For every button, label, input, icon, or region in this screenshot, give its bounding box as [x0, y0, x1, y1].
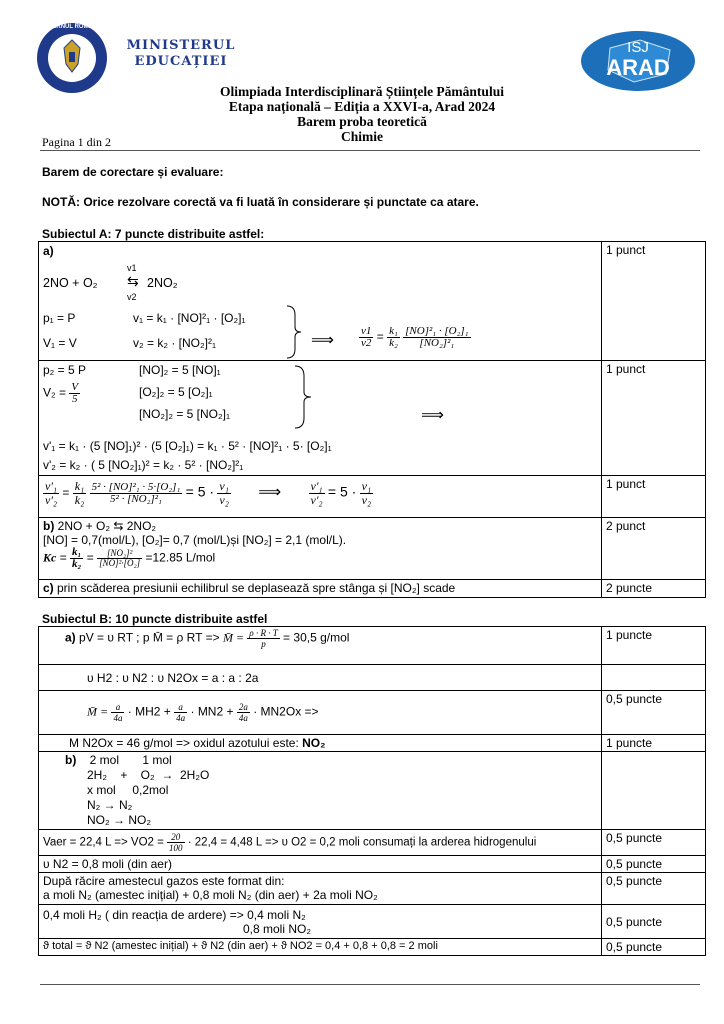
oxide-answer: NO₂: [302, 736, 326, 750]
points: [602, 752, 706, 830]
mbar: M̄ =: [222, 630, 245, 645]
item-label: c): [43, 581, 54, 595]
equilibrium-arrows-icon: ⇆: [127, 273, 139, 289]
air-volume: Vaer = 22,4 L => VO2 = $\frac{20}{100}$ · 22,4 = 4,48 L => υ O2 = 0,2 moli consumați la arderea hidrogenului: [39, 830, 602, 856]
points: 0,5 puncte: [602, 856, 706, 873]
rate-1: v₁ = k₁ · [NO]²₁ · [O₂]₁: [133, 311, 246, 325]
V2: V₂ = $\frac{V}{5}$: [43, 381, 79, 405]
intro-heading: Barem de corectare și evaluare:: [42, 165, 224, 179]
table-row: [39, 476, 706, 518]
table-row: [39, 939, 706, 956]
points: 0,5 puncte: [602, 905, 706, 939]
title-line-2: Etapa națională – Ediția a XXVI-a, Arad 2024: [228, 99, 496, 114]
ratio-derivation: $\frac{\text{v'₁}}{\text{v'₂}}$ = $\frac{\text{k₁}}{\text{k₂}}$ $\frac{\text{5² · [NO]²₁ · 5·[O₂]₁}}{\text{5² · [NO₂]²₁}}$ = 5 · $\frac{\text{v₁}}{\text{v₂}}$ ⟹ $\frac{\text{v'₁}}{\text{v'₂}}$ = 5 · $\frac{\text{v₁}}{\text{v₂}}$: [45, 479, 372, 507]
item-label: b): [43, 519, 55, 533]
points: [602, 665, 706, 691]
item-label: b): [65, 753, 77, 767]
right-brace-icon: [293, 365, 313, 429]
density-fraction: $\frac{\rho \cdot R \cdot T}{p}$: [249, 628, 278, 649]
title-line-1: Olimpiada Interdisciplinară Științele Pământului: [220, 84, 504, 99]
total-moles: ϑ total = ϑ N2 (amestec inițial) + ϑ N2 (din aer) + ϑ NO2 = 0,4 + 0,8 + 0,8 = 2 moli: [39, 939, 602, 956]
item-text: υ N2 = 0,8 moli (din aer): [39, 856, 602, 873]
p1: p₁ = P: [43, 311, 76, 325]
n2-line: N₂ → N₂: [87, 798, 133, 812]
title-line-4: Chimie: [341, 129, 383, 144]
v1-prime: v'₁ = k₁ · (5 [NO]₁)² · (5 [O₂]₁) = k₁ · 5² · [NO]²₁ · 5· [O₂]₁: [43, 439, 332, 453]
reaction-right: 2NO₂: [147, 276, 178, 290]
table-row: [39, 905, 706, 939]
right-brace-icon: [285, 305, 303, 359]
government-logo: [36, 22, 108, 94]
table-row: [39, 580, 706, 598]
table-row: [39, 735, 706, 752]
molar-mass-result: = 30,5 g/mol: [283, 630, 350, 645]
page-number: Pagina 1 din 2: [42, 135, 111, 149]
points: 1 punct: [602, 476, 706, 518]
points: 2 punct: [602, 518, 706, 580]
table-row: [39, 665, 706, 691]
p2: p₂ = 5 P: [43, 363, 87, 377]
table-row: [39, 518, 706, 580]
implies-icon: ⟹: [421, 407, 444, 424]
footer-divider: [40, 984, 700, 985]
ministry-line-1: MINISTERUL: [126, 38, 236, 53]
conc-no: [NO]₂ = 5 [NO]₁: [139, 363, 221, 377]
conc-no2: [NO₂]₂ = 5 [NO₂]₁: [139, 407, 231, 421]
mean-molar-mass: M̄ = $\frac{a}{4a}$ · MH2 + $\frac{a}{4a}$ · MN2 + $\frac{2a}{4a}$ · MN2Ox =>: [39, 691, 602, 735]
conc-o2: [O₂]₂ = 5 [O₂]₁: [139, 385, 213, 399]
item-text: 0,4 moli H₂ ( din reacția de ardere) => 0,4 moli N₂: [43, 907, 306, 922]
points: 0,5 puncte: [602, 873, 706, 905]
reaction-h2: 2H₂ + O₂ → 2H₂O: [87, 768, 210, 782]
v1-label: v1: [127, 263, 137, 273]
x-mol-line: x mol 0,2mol: [87, 783, 169, 797]
item-text: prin scăderea presiunii echilibrul se deplasează spre stânga și [NO₂] scade: [53, 581, 456, 595]
item-label: a): [43, 244, 54, 258]
ministry-line-2: EDUCAȚIEI: [134, 54, 228, 69]
title-line-3: Barem proba teoretică: [297, 114, 427, 129]
points: 1 puncte: [602, 627, 706, 665]
no2-line: NO₂ → NO₂: [87, 813, 151, 827]
note-text: NOTĂ: Orice rezolvare corectă va fi luată în considerare și punctate ca atare.: [42, 195, 479, 209]
header-divider: [40, 150, 700, 151]
points: 0,5 puncte: [602, 691, 706, 735]
V1: V₁ = V: [43, 336, 77, 350]
isj-logo-line-1: ISJ: [627, 39, 649, 56]
section-b-table: [38, 626, 706, 956]
concentrations: [NO] = 0,7(mol/L), [O₂]= 0,7 (mol/L)și [NO₂] = 2,1 (mol/L).: [43, 533, 347, 547]
reaction-b: 2NO + O₂ ⇆ 2NO₂: [57, 519, 157, 533]
section-a-title: Subiectul A: 7 puncte distribuite astfel:: [42, 227, 265, 241]
item-text: 0,8 moli NO₂: [243, 921, 312, 936]
table-row: [39, 752, 706, 830]
points: 1 punct: [602, 242, 706, 361]
v2-label: v2: [127, 292, 137, 302]
v2-prime: v'₂ = k₂ · ( 5 [NO₂]₁)² = k₂ · 5² · [NO₂]²₁: [43, 458, 244, 472]
table-row: [39, 856, 706, 873]
table-row: [39, 691, 706, 735]
mole-ratio: υ H2 : υ N2 : υ N2Ox = a : a : 2a: [39, 665, 602, 691]
moles-line: 2 mol 1 mol: [89, 753, 172, 767]
table-row: [39, 873, 706, 905]
item-text: pV = υ RT ; p M̄ = ρ RT =>: [79, 630, 220, 645]
table-row: [39, 830, 706, 856]
government-logo-text: GUVERNUL ROMÂNIEI: [39, 24, 105, 30]
points: 0,5 puncte: [602, 939, 706, 956]
points: 1 puncte: [602, 735, 706, 752]
kc-expression: Kc = $\frac{\text{k₁}}{\text{k₂}}$ = $\frac{\text{[NO₂]²}}{\text{[NO]²·[O₂]}}$ =12.85 L/mol: [43, 546, 216, 570]
item-label: a): [65, 630, 76, 645]
item-text: a moli N₂ (amestec inițial) + 0,8 moli N₂ (din aer) + 2a moli NO₂: [43, 888, 378, 902]
rate-ratio: $\frac{v1}{v2}$ = $\frac{\text{k₁}}{\text{k₂}}$ $\frac{\text{[NO]²₁ · [O₂]₁}}{\text{[NO₂]²₁}}$: [361, 325, 469, 349]
table-row: [39, 242, 706, 361]
points: 2 puncte: [602, 580, 706, 598]
table-row: [39, 627, 706, 665]
isj-arad-logo: [580, 30, 696, 92]
item-text: M N2Ox = 46 g/mol => oxidul azotului este:: [69, 736, 299, 750]
section-b-title: Subiectul B: 10 puncte distribuite astfel: [42, 612, 268, 626]
section-a-table: [38, 241, 706, 598]
reaction-left: 2NO + O₂: [43, 276, 98, 290]
points: 1 punct: [602, 361, 706, 476]
isj-logo-line-2: ARAD: [606, 55, 670, 80]
implies-icon: ⟹: [311, 332, 334, 349]
item-text: După răcire amestecul gazos este format din:: [43, 874, 285, 888]
table-row: [39, 361, 706, 476]
rate-2: v₂ = k₂ · [NO₂]²₁: [133, 336, 217, 350]
points: 0,5 puncte: [602, 830, 706, 856]
